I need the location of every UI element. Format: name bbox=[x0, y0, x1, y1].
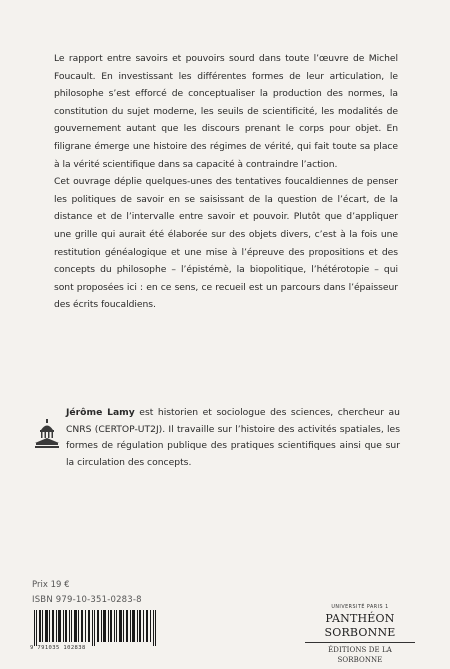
price: Prix 19 € bbox=[32, 580, 70, 590]
barcode-digits: 9 791035 102838 bbox=[30, 645, 86, 651]
author-name: Jérôme Lamy bbox=[66, 407, 135, 418]
publisher-imprint: ÉDITIONS DE LA SORBONNE bbox=[328, 646, 392, 664]
publisher-name: PANTHÉON SORBONNE bbox=[324, 612, 396, 639]
publisher-divider bbox=[305, 642, 415, 643]
publisher-university: UNIVERSITÉ PARIS 1 bbox=[331, 605, 389, 610]
pantheon-dome-icon bbox=[34, 419, 60, 449]
abstract-paragraph: Le rapport entre savoirs et pouvoirs sourd dans toute l’œuvre de Michel Foucault. En investissant les différentes formes de leur articulation, le philosophe s’est efforcé de conceptualiser la production des normes, la constitution du sujet moderne, les seuils de scientificité, les modalités de gouvernement autant que les discours prenant le corps pour objet. En filigrane émerge une histoire des régimes de vérité, qui fait toute sa place à la vérité scientifique dans sa capacité à contraindre l’action. bbox=[54, 53, 398, 170]
barcode bbox=[32, 610, 162, 646]
author-bio bbox=[66, 405, 400, 471]
abstract-paragraph: Cet ouvrage déplie quelques-unes des tentatives foucaldiennes de penser les politiques de savoir en se saisissant de la question de l’écart, de la distance et de l’intervalle entre savoir et pouvoir. Plutôt que d’appliquer une grille qui aurait été élaborée sur des objets divers, c’est à la fois une restitution généalogique et une mise à l’épreuve des propositions et des concepts du philosophe – l’épistémè, la biopolitique, l’hétérotopie – qui sont proposées ici : en ce sens, ce recueil est un parcours dans l’épaisseur des écrits foucaldiens. bbox=[54, 176, 398, 311]
author-bio-text: est historien et sociologue des sciences, chercheur au CNRS (CERTOP-UT2J). Il travaille sur l’histoire des activités spatiales, les formes de régulation publique des pratiques scientifiques ainsi que sur la circulation des concepts. bbox=[66, 407, 400, 468]
publisher-logo bbox=[305, 604, 415, 665]
abstract bbox=[54, 50, 398, 314]
isbn: ISBN 979-10-351-0283-8 bbox=[32, 595, 142, 605]
